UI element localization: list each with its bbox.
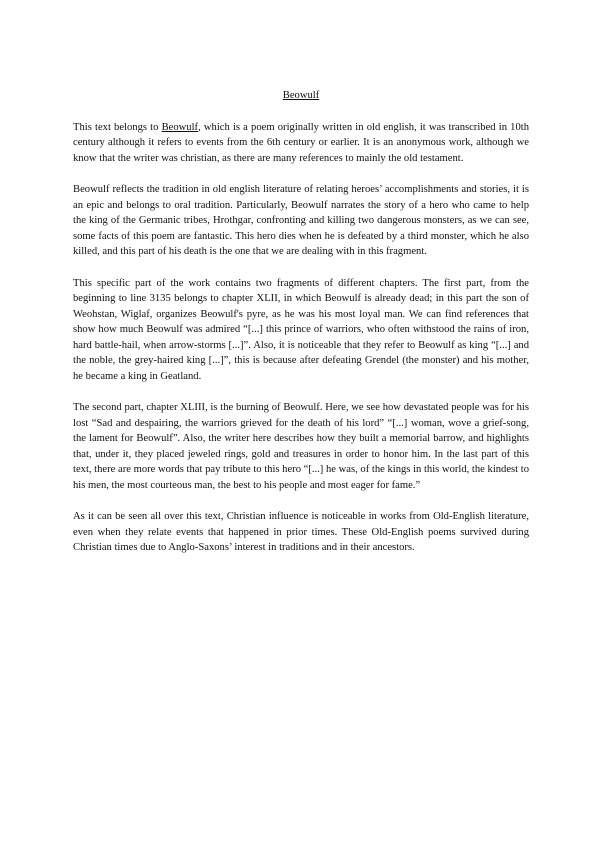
document-title: Beowulf bbox=[282, 90, 320, 101]
paragraph-4: The second part, chapter XLIII, is the burning of Beowulf. Here, we see how devastated people was for his lost “Sad and despairing, the warriors grieved for the death of his lord” “[...] woman, wove a grief-song, the lament for Beowulf”. Also, the writer here describes how they built a memorial barrow, and highlights that, under it, they placed jeweled rings, gold and treasures in order to honor him. In the last part of this text, there are more words that pay tribute to this hero “[...] he was, of the kings in this world, the kindest to his men, the most courteous man, the best to his people and most eager for fame.” bbox=[73, 402, 530, 491]
paragraph-1-intro: This text belongs to bbox=[73, 121, 162, 133]
paragraph-5: As it can be seen all over this text, Christian influence is noticeable in works from Old-English literature, even when they relate events that happened in prior times. These Old-English poems survived during Christian times due to Anglo-Saxons’ interest in traditions and in their ancestors. bbox=[73, 511, 529, 553]
paragraph-2: Beowulf reflects the tradition in old english literature of relating heroes’ accomplishments and stories, it is an epic and belongs to oral tradition. Particularly, Beowulf narrates the story of a hero who came to help the king of the Germanic tribes, Hrothgar, confronting and killing two dangerous monsters, as we can see, some facts of this poem are fantastic. This hero dies when he is defeated by a third monster, which he also killed, and this part of his death is the one that we are dealing with in this fragment. bbox=[73, 184, 529, 257]
paragraph-3: This specific part of the work contains two fragments of different chapters. The first part, from the beginning to line 3135 belongs to chapter XLII, in which Beowulf is already dead; in this part the son of Weohstan, Wiglaf, organizes Beowulf's pyre, as he was his most loyal man. We can find references that show how much Beowulf was admired “[...] this prince of warriors, who often withstood the rains of iron, hard battle-hail, when arrow-storms [...]”. Also, it is noticeable that they refer to Beowulf as king “[...] and the noble, the grey-haired king [...]”, this is because after defeating Grendel (the monster) and his mother, he became a king in Geatland. bbox=[73, 277, 529, 382]
paragraph-1-rest: , which is a poem originally written in old english, it was transcribed in 10th century although it refers to events from the 6th century or earlier. It is an anonymous work, although we know that the writer was christian, as there are many references to mainly the old testament. bbox=[73, 121, 529, 164]
beowulf-underlined-title: Beowulf bbox=[161, 121, 199, 133]
document-body bbox=[73, 88, 529, 572]
paragraph-1 bbox=[73, 120, 529, 167]
